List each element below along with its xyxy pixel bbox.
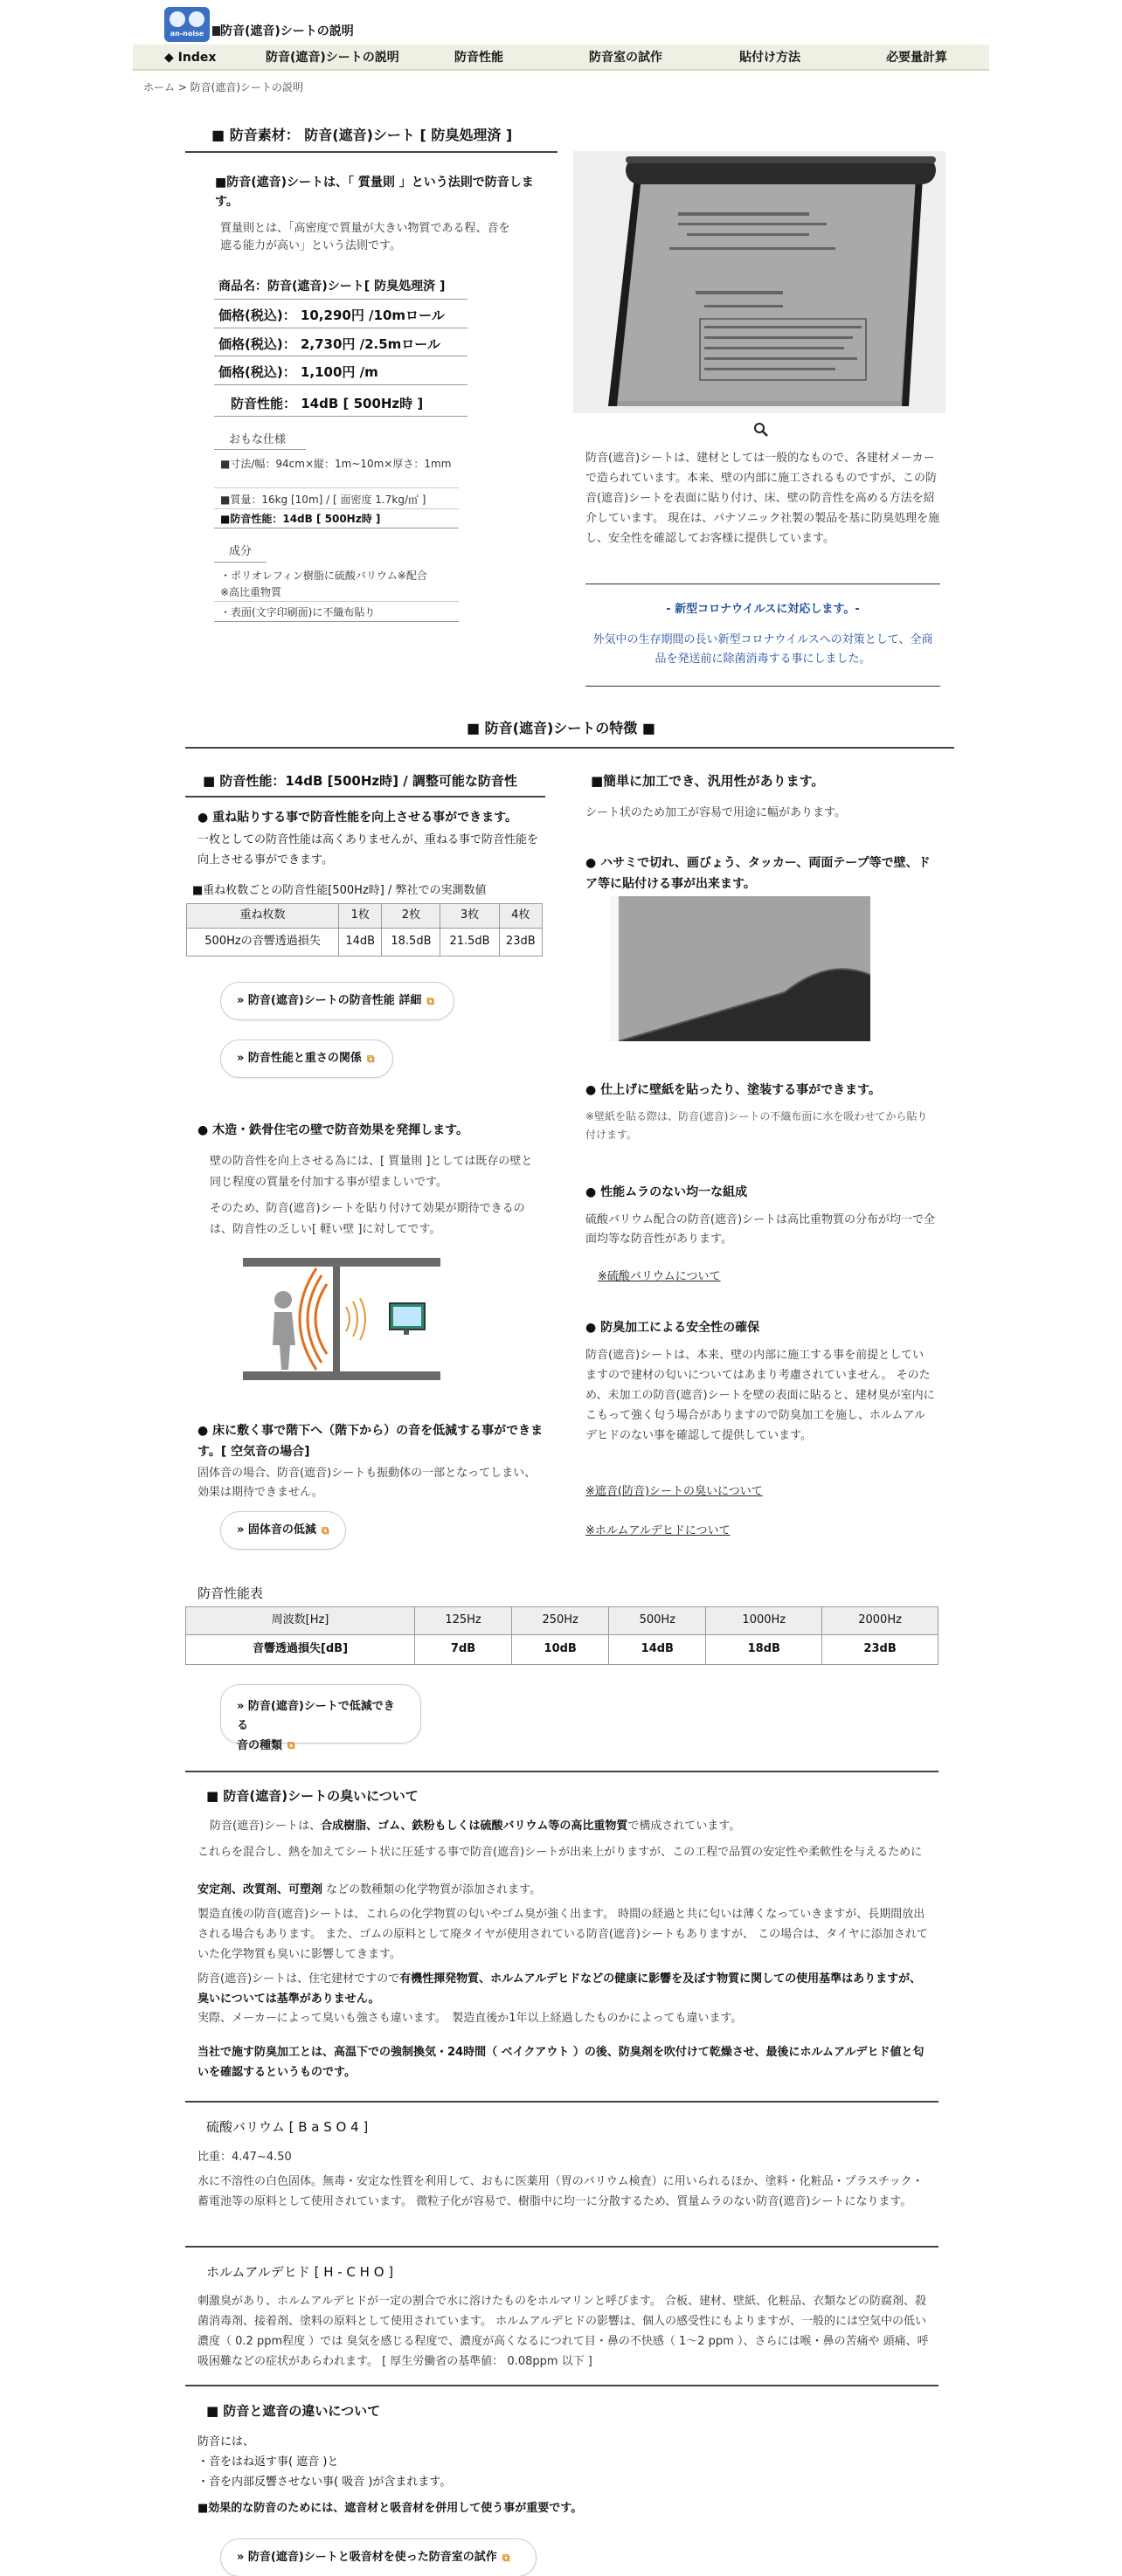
- perf-table-cell: 音響透過損失[dB]: [186, 1635, 415, 1665]
- stack-table-cell: 14dB: [339, 929, 382, 957]
- smell-p4: 製造直後の防音(遮音)シートは、これらの化学物質の匂いやゴム臭が強く出ます。 時間の経過と共に匂いは薄くなっていきますが、長期間放出される場合もあります。 また、ゴムの原料として廃タイヤが使用されている防音(遮音)シートもありますが、 この場合は、タイヤに添加されていた化学物質も臭いに影響してきます。: [197, 1908, 928, 1961]
- smell-p1-c: で構成されています。: [627, 1820, 741, 1833]
- composition-title: 成分: [229, 545, 253, 558]
- stack-table-cell: 18.5dB: [382, 929, 440, 957]
- uniform-title: ● 性能ムラのない均一な組成: [585, 1185, 748, 1199]
- divider: [185, 796, 545, 798]
- floor-title: ● 床に敷く事で階下へ（階下から）の音を低減する事ができます。[ 空気音の場合]: [197, 1424, 544, 1459]
- perf-table-header: 2000Hz: [822, 1607, 938, 1635]
- page-title: 防音(遮音)シートの説明: [220, 24, 354, 38]
- composition-2: ※高比重物質: [220, 586, 282, 598]
- stack-table-caption: ■重ね枚数ごとの防音性能[500Hz時] / 弊社での実測数値: [192, 884, 487, 897]
- stack-table-cell: 21.5dB: [440, 929, 499, 957]
- safety-text: 防音(遮音)シートは、本来、壁の内部に施工する事を前提としていますので建材の匂いについてはあまり考慮されていません。 そのため、未加工の防音(遮音)シートを壁の表面に貼ると、建材臭が室内にこもって強く匂う場合がありますので防臭加工を施し、ホルムアルデヒドのない事を確認して提供しています。: [585, 1349, 935, 1442]
- divider: [185, 2385, 938, 2386]
- barium-gravity: 比重：4.47~4.50: [197, 2151, 292, 2164]
- divider: [214, 508, 459, 509]
- smell-p7: 当社で施す防臭加工とは、高温下での強制換気・24時間（ ベイクアウト ）の後、防臭剤を吹付けて乾燥させ、最後にホルムアルデヒド値と匂いを確認するというものです。: [197, 2046, 925, 2079]
- perf-table-cell: 14dB: [609, 1635, 706, 1665]
- breadcrumb[interactable]: ホーム > 防音(遮音)シートの説明: [143, 81, 304, 93]
- wood-text-1: 壁の防音性を向上させる為には、[ 質量則 ]としては既存の壁と同じ程度の質量を付加する事が望ましいです。: [210, 1155, 533, 1189]
- product-description-text: 防音(遮音)シートは、建材としては一般的なもので、各建材メーカーで造られています。本来、壁の内部に施工されるものですが、この防音(遮音)シートを表面に貼り付け、床、壁の防音性を高める方法を紹介しています。 現在は、パナソニック社製の製品を基に防臭処理を施し、安全性を確認してお客様に提供しています。: [585, 452, 940, 545]
- difference-line-2: ・音をはね返す事( 遮音 )と: [197, 2455, 339, 2469]
- perf-table: [185, 1606, 938, 1665]
- sheet-roll-illustration: [573, 151, 945, 413]
- floor-text: 固体音の場合、防音(遮音)シートも振動体の一部となってしまい、効果は期待できません。: [197, 1467, 537, 1499]
- cut-title: ● ハサミで切れ、画びょう、タッカー、両面テープ等で壁、ドア等に貼付ける事が出来ます。: [585, 856, 931, 891]
- composition-1: ・ポリオレフィン樹脂に硫酸バリウム※配合: [220, 570, 427, 582]
- smell-link[interactable]: ※遮音(防音)シートの臭いについて: [585, 1485, 763, 1498]
- paint-title: ● 仕上げに壁紙を貼ったり、塗装する事ができます。: [585, 1083, 881, 1097]
- features-right-title: ■簡単に加工でき、汎用性があります。: [591, 773, 825, 789]
- reducible-sounds-label-1: » 防音(遮音)シートで低減できる: [237, 1700, 395, 1732]
- divider: [214, 601, 459, 602]
- performance-detail-label: » 防音(遮音)シートの防音性能 詳細: [237, 993, 422, 1007]
- performance-detail-button[interactable]: [220, 982, 454, 1020]
- barium-heading: 硫酸バリウム [ B a S O 4 ]: [206, 2119, 369, 2135]
- product-description: [585, 448, 942, 549]
- product-heading: ■ 防音素材： 防音(遮音)シート [ 防臭処理済 ]: [211, 127, 513, 143]
- divider: [185, 151, 558, 153]
- smell-p6: 実際、メーカーによって臭いも強さも違います。 製造直後か1年以上経過したものかによっても違います。: [197, 2012, 743, 2025]
- features-right-text: シート状のため加工が容易で用途に幅があります。: [585, 806, 846, 819]
- zoom-icon[interactable]: [753, 422, 769, 438]
- nav-calc[interactable]: 必要量計算: [886, 51, 947, 65]
- reducible-sounds-label-2: 音の種類: [237, 1739, 283, 1752]
- divider: [214, 384, 468, 385]
- external-link-icon: ⧉: [321, 1523, 329, 1537]
- product-lead2: 質量則とは、「高密度で質量が大きい物質である程、音を遮る能力が高い」という法則です。: [220, 222, 510, 253]
- smell-p5-b: 有機性揮発物質、ホルムアルデヒドなどの健康に影響を及ぼす物質に関しての使用基準はありますが、臭いについては基準がありません。: [197, 1972, 922, 2006]
- perf-table-cell: 23dB: [822, 1635, 938, 1665]
- smell-heading: ■ 防音(遮音)シートの臭いについて: [206, 1788, 419, 1804]
- spec-performance: ■防音性能：14dB [ 500Hz時 ]: [220, 513, 381, 525]
- smell-p3-b: などの数種類の化学物質が添加されます。: [322, 1883, 542, 1896]
- logo-face-right: [189, 11, 204, 27]
- smell-p3-a: 安定剤、改質剤、可塑剤: [197, 1883, 323, 1896]
- smell-p5-a: 防音(遮音)シートは、住宅建材ですので: [197, 1972, 400, 1986]
- formaldehyde-text: 刺激臭があり、ホルムアルデヒドが一定の割合で水に溶けたものをホルマリンと呼びます。 合板、建材、壁紙、化粧品、衣類などの防腐剤、殺菌消毒剤、接着剤、塗料の原料として使用されています。 ホルムアルデヒドの影響は、個人の感受性にもよりますが、一般的には空気中の低い濃度（ 0.2 ppm程度 ）では 臭気を感じる程度で、濃度が高くなるにつれて目・鼻の不快感（ 1～2 ppm ）、さらには喉・鼻の苦痛や 頭痛、呼吸困難などの症状があらわれます。 [ 厚生労働省の基準値： 0.08ppm 以下 ]: [197, 2295, 929, 2368]
- external-link-icon: ⧉: [426, 994, 434, 1007]
- formaldehyde-heading: ホルムアルデヒド [ H - C H O ]: [206, 2264, 394, 2280]
- smell-p5: [197, 1969, 932, 2009]
- perf-table-header: 周波数[Hz]: [186, 1607, 415, 1635]
- nav-performance[interactable]: 防音性能: [454, 51, 503, 65]
- external-link-icon: ⧉: [502, 2551, 510, 2564]
- product-price-m: 価格(税込)： 1,100円 /m: [218, 364, 378, 380]
- site-logo[interactable]: [164, 7, 210, 42]
- wood-title: ● 木造・鉄骨住宅の壁で防音効果を発揮します。: [197, 1123, 468, 1137]
- nav-install[interactable]: 貼付け方法: [739, 51, 800, 65]
- paint-text: ※壁紙を貼る際は、防音(遮音)シートの不織布面に水を吸わせてから貼り付けます。: [585, 1110, 928, 1141]
- stack-table-header: 4枚: [499, 904, 542, 929]
- product-name: 商品名：防音(遮音)シート[ 防臭処理済 ]: [218, 280, 446, 294]
- divider: [185, 2246, 938, 2248]
- solid-sound-button[interactable]: [220, 1511, 346, 1550]
- nav-index[interactable]: ◆ Index: [164, 51, 217, 65]
- divider: [214, 562, 267, 563]
- divider: [214, 416, 468, 417]
- stack-table: [186, 903, 543, 957]
- divider: [214, 299, 468, 300]
- stack-text: 一枚としての防音性能は高くありませんが、重ねる事で防音性能を向上させる事ができます。: [197, 833, 539, 867]
- divider: [585, 686, 940, 687]
- divider: [185, 2101, 938, 2103]
- solid-sound-label: » 固体音の低減: [237, 1523, 316, 1537]
- divider: [214, 449, 306, 450]
- sheet-curl-image[interactable]: [610, 896, 870, 1041]
- divider: [214, 487, 459, 488]
- divider: [185, 747, 954, 749]
- barium-link[interactable]: ※硫酸バリウムについて: [598, 1270, 721, 1283]
- smell-p2: これらを混合し、熱を加えてシート状に圧延する事で防音(遮音)シートが出来上がりますが、この工程で品質の安定性や柔軟性を与えるために: [197, 1846, 923, 1859]
- nav-room[interactable]: 防音室の試作: [589, 51, 662, 65]
- perf-table-header: 1000Hz: [706, 1607, 822, 1635]
- difference-line-4: ■効果的な防音のためには、遮音材と吸音材を併用して使う事が重要です。: [197, 2502, 583, 2515]
- spec-size: ■寸法/幅：94cm×縦：1m~10m×厚さ：1mm: [220, 458, 452, 470]
- smell-p1: [210, 1818, 935, 1835]
- nav-sheet[interactable]: 防音(遮音)シートの説明: [266, 51, 399, 65]
- external-link-icon: ⧉: [366, 1052, 375, 1065]
- features-heading: ■ 防音(遮音)シートの特徴 ■: [466, 720, 655, 736]
- product-lead: ■防音(遮音)シートは、「 質量則 」という法則で防音します。: [215, 176, 534, 209]
- product-performance: 防音性能： 14dB [ 500Hz時 ]: [231, 396, 424, 411]
- title-square: [212, 26, 220, 36]
- wood-text-2: そのため、防音(遮音)シートを貼り付けて効果が期待できるのは、防音性の乏しい[ 軽い壁 ]に対してです。: [210, 1202, 525, 1236]
- main-nav: [133, 45, 989, 71]
- stack-title: ● 重ね貼りする事で防音性能を向上させる事ができます。: [197, 811, 517, 825]
- barium-text: 水に不溶性の白色固体。無毒・安定な性質を利用して、おもに医薬用（胃のバリウム検査）に用いられるほか、塗料・化粧品・プラスチック・蓄電池等の原料として使用されています。 微粒子化が容易で、樹脂中に均一に分散するため、質量ムラのない防音(遮音)シートになります。: [197, 2175, 924, 2208]
- perf-table-header: 125Hz: [415, 1607, 512, 1635]
- stack-table-cell: 500Hzの音響透過損失: [187, 929, 339, 957]
- sheet-roll-image[interactable]: [573, 151, 945, 413]
- stack-table-header: 重ね枚数: [187, 904, 339, 929]
- smell-p1-a: 防音(遮音)シートは、: [210, 1820, 322, 1833]
- weight-relation-button[interactable]: [220, 1039, 393, 1078]
- difference-heading: ■ 防音と遮音の違いについて: [206, 2403, 381, 2419]
- stack-table-cell: 23dB: [499, 929, 542, 957]
- safety-title: ● 防臭加工による安全性の確保: [585, 1321, 760, 1335]
- composition-3: ・表面(文字印刷面)に不織布貼り: [220, 606, 376, 618]
- soundproof-room-button[interactable]: [220, 2538, 537, 2576]
- spec-weight: ■質量：16kg [10m] / [ 面密度 1.7kg/㎡ ]: [220, 494, 426, 506]
- stack-table-header: 1枚: [339, 904, 382, 929]
- features-left-title: ■ 防音性能：14dB [500Hz時] / 調整可能な防音性: [203, 773, 517, 789]
- corona-title: - 新型コロナウイルスに対応します。-: [666, 603, 860, 616]
- formaldehyde-link[interactable]: ※ホルムアルデヒドについて: [585, 1524, 731, 1537]
- spec-title: おもな仕様: [229, 433, 287, 446]
- difference-line-3: ・音を内部反響させない事( 吸音 )が含まれます。: [197, 2476, 452, 2489]
- perf-table-cell: 18dB: [706, 1635, 822, 1665]
- external-link-icon: ⧉: [287, 1739, 295, 1751]
- smell-p1-b: 合成樹脂、ゴム、鉄粉もしくは硫酸バリウム等の高比重物質: [321, 1820, 628, 1833]
- corona-text: 外気中の生存期間の長い新型コロナウイルスへの対策として、全商品を発送前に除菌消毒する事にしました。: [592, 633, 933, 666]
- perf-table-cell: 10dB: [512, 1635, 609, 1665]
- divider: [185, 1771, 938, 1772]
- logo-text: an-noise: [170, 30, 204, 38]
- divider: [214, 621, 459, 622]
- smell-p3: [197, 1882, 932, 1899]
- soundproof-room-label: » 防音(遮音)シートと吸音材を使った防音室の試作: [237, 2550, 497, 2564]
- product-price-2-5m: 価格(税込)： 2,730円 /2.5mロール: [218, 336, 440, 352]
- stack-table-header: 3枚: [440, 904, 499, 929]
- weight-relation-label: » 防音性能と重さの関係: [237, 1051, 362, 1065]
- difference-line-1: 防音には、: [197, 2435, 255, 2448]
- perf-table-cell: 7dB: [415, 1635, 512, 1665]
- perf-table-header: 500Hz: [609, 1607, 706, 1635]
- wall-sound-illustration: [243, 1258, 440, 1380]
- reducible-sounds-button[interactable]: [220, 1684, 421, 1752]
- perf-table-header: 250Hz: [512, 1607, 609, 1635]
- stack-table-header: 2枚: [382, 904, 440, 929]
- uniform-text: 硫酸バリウム配合の防音(遮音)シートは高比重物質の分布が均一で全面均等な防音性があります。: [585, 1213, 936, 1246]
- logo-face-left: [170, 11, 185, 27]
- perf-table-title: 防音性能表: [197, 1585, 264, 1601]
- product-price-10m: 価格(税込)： 10,290円 /10mロール: [218, 307, 445, 323]
